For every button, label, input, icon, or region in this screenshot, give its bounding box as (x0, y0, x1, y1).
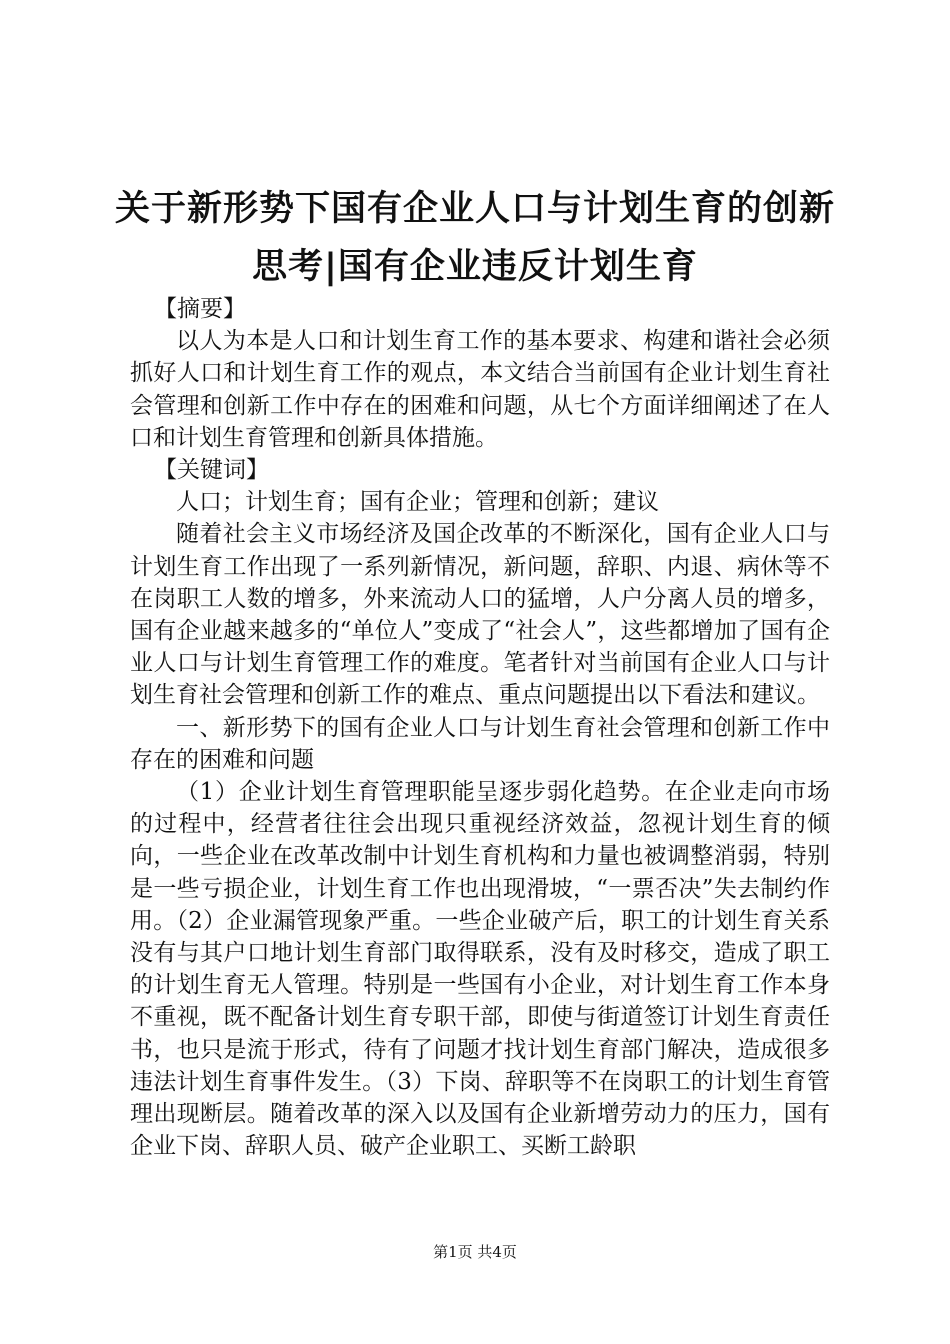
abstract-label: 【摘要】 (154, 296, 246, 322)
document-body (130, 293, 830, 1162)
abstract-text: 以人为本是人口和计划生育工作的基本要求、构建和谐社会必须抓好人口和计划生育工作的观点，本文结合当前国有企业计划生育社会管理和创新工作中存在的困难和问题，从七个方面详细阐述了在人口和计划生育管理和创新具体措施。 (130, 328, 830, 451)
document-title: 关于新形势下国有企业人口与计划生育的创新思考|国有企业违反计划生育 (114, 189, 835, 287)
page-footer: 第1页 共4页 (433, 1243, 517, 1261)
keywords-text: 人口；计划生育；国有企业；管理和创新；建议 (176, 489, 659, 516)
intro-paragraph: 随着社会主义市场经济及国企改革的不断深化，国有企业人口与计划生育工作出现了一系列新情况，新问题，辞职、内退、病休等不在岗职工人数的增多，外来流动人口的猛增，人户分离人员的增多，国有企业越来越多的“单位人”变成了“社会人”，这些都增加了国有企业人口与计划生育管理工作的难度。笔者针对当前国有企业人口与计划生育社会管理和创新工作的难点、重点问题提出以下看法和建议。 (130, 521, 830, 709)
keywords-label: 【关键词】 (154, 457, 269, 484)
section-body: （1）企业计划生育管理职能呈逐步弱化趋势。在企业走向市场的过程中，经营者往往会出现只重视经济效益，忽视计划生育的倾向，一些企业在改革改制中计划生育机构和力量也被调整消弱，特别是一些亏损企业，计划生育工作也出现滑坡，“一票否决”失去制约作用。（2）企业漏管现象严重。一些企业破产后，职工的计划生育关系没有与其户口地计划生育部门取得联系，没有及时移交，造成了职工的计划生育无人管理。特别是一些国有小企业，对计划生育工作本身不重视，既不配备计划生育专职干部，即使与街道签订计划生育责任书，也只是流于形式，待有了问题才找计划生育部门解决，造成很多违法计划生育事件发生。（3）下岗、辞职等不在岗职工的计划生育管理出现断层。随着改革的深入以及国有企业新增劳动力的压力，国有企业下岗、辞职人员、破产企业职工、买断工龄职 (130, 779, 830, 1160)
section-heading: 一、新形势下的国有企业人口与计划生育社会管理和创新工作中存在的困难和问题 (130, 714, 830, 773)
